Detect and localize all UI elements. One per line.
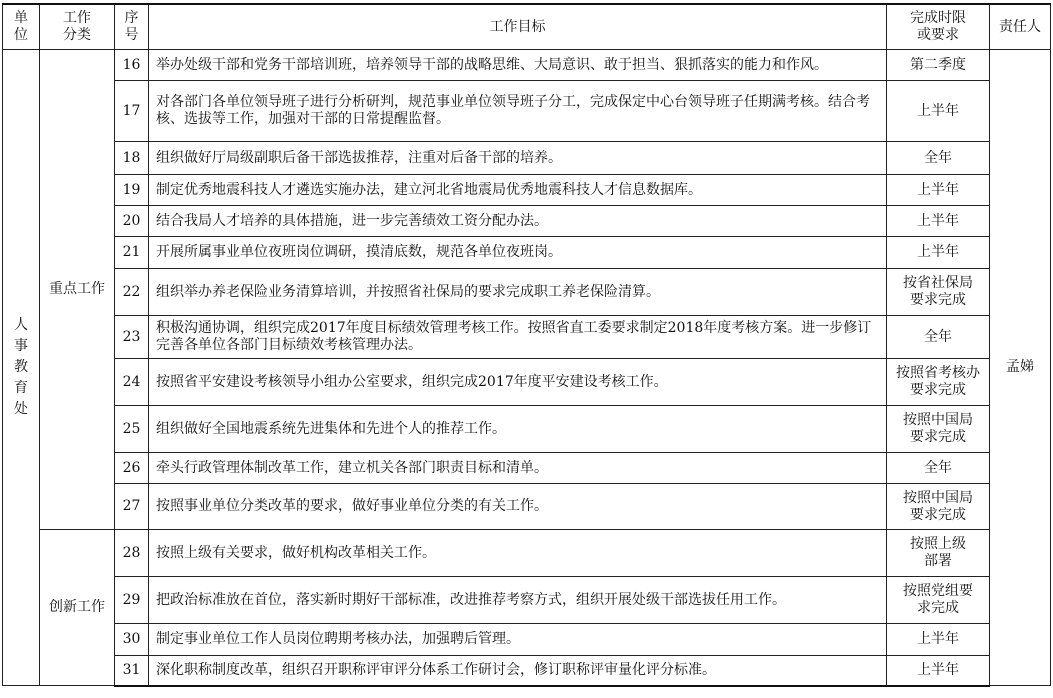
table-row [3,406,1051,453]
row-deadline: 第二季度 [887,50,990,81]
row-deadline: 上半年 [887,624,990,656]
row-goal: 制定事业单位工作人员岗位聘期考核办法，加强聘后管理。 [149,624,887,656]
row-number: 20 [115,206,149,237]
row-deadline: 上半年 [887,81,990,142]
row-number: 19 [115,175,149,206]
row-number: 23 [115,316,149,359]
row-goal: 制定优秀地震科技人才遴选实施办法，建立河北省地震局优秀地震科技人才信息数据库。 [149,175,887,206]
row-goal: 按照省平安建设考核领导小组办公室要求，组织完成2017年度平安建设考核工作。 [149,359,887,406]
row-deadline-text: 按照中国局要求完成 [903,412,973,445]
row-deadline: 上半年 [887,206,990,237]
category-cell-key: 重点工作 [40,50,115,530]
row-goal: 按照事业单位分类改革的要求，做好事业单位分类的有关工作。 [149,484,887,530]
header-deadline [887,4,990,50]
table-row [3,269,1051,316]
row-deadline [887,484,990,530]
row-goal: 深化职称制度改革，组织召开职称评审评分体系工作研讨会，修订职称评审量化评分标准。 [149,656,887,686]
row-number: 17 [115,81,149,142]
header-deadline-text: 完成时限或要求 [910,10,966,43]
row-number: 25 [115,406,149,453]
row-number: 27 [115,484,149,530]
row-goal: 按照上级有关要求，做好机构改革相关工作。 [149,530,887,577]
header-goal: 工作目标 [149,4,887,50]
table-row [3,530,1051,577]
responsible-cell: 孟娣 [990,50,1051,686]
table-row [3,81,1051,142]
row-number: 28 [115,530,149,577]
row-deadline [887,359,990,406]
row-goal: 组织做好厅局级副职后备干部选拔推荐，注重对后备干部的培养。 [149,142,887,175]
row-deadline: 全年 [887,142,990,175]
header-row [3,4,1051,50]
row-number: 26 [115,453,149,484]
header-category [40,4,115,50]
row-number: 16 [115,50,149,81]
row-goal: 组织做好全国地震系统先进集体和先进个人的推荐工作。 [149,406,887,453]
row-deadline: 上半年 [887,237,990,269]
row-deadline: 上半年 [887,656,990,686]
row-number: 21 [115,237,149,269]
row-number: 22 [115,269,149,316]
row-number: 29 [115,577,149,624]
row-deadline [887,530,990,577]
row-number: 18 [115,142,149,175]
row-deadline-text: 按照党组要求完成 [903,583,973,616]
header-category-text: 工作分类 [63,10,91,43]
row-goal: 举办处级干部和党务干部培训班，培养领导干部的战略思维、大局意识、敢于担当、狠抓落实的能力和作风。 [149,50,887,81]
row-deadline [887,406,990,453]
header-unit: 单位 [3,4,40,50]
table-row [3,142,1051,175]
work-goals-table [2,3,1051,687]
table-row [3,206,1051,237]
row-deadline: 全年 [887,453,990,484]
header-responsible: 责任人 [990,4,1051,50]
row-deadline-text: 按照中国局要求完成 [903,489,973,523]
table-row [3,359,1051,406]
category-cell-innovation: 创新工作 [40,530,115,686]
row-deadline-text: 按照省考核办要求完成 [896,365,980,398]
row-number: 31 [115,656,149,686]
row-goal: 结合我局人才培养的具体措施，进一步完善绩效工资分配办法。 [149,206,887,237]
row-goal: 组织举办养老保险业务清算培训，并按照省社保局的要求完成职工养老保险清算。 [149,269,887,316]
row-deadline [887,577,990,624]
row-deadline: 全年 [887,316,990,359]
table-row [3,624,1051,656]
header-number: 序号 [115,4,149,50]
row-goal: 对各部门各单位领导班子进行分析研判，规范事业单位领导班子分工，完成保定中心台领导班子任期满考核。结合考核、选拔等工作，加强对干部的日常提醒监督。 [149,81,887,142]
row-deadline-text: 按省社保局要求完成 [903,275,973,308]
table-row [3,316,1051,359]
row-goal: 把政治标准放在首位，落实新时期好干部标准，改进推荐考察方式，组织开展处级干部选拔任用工作。 [149,577,887,624]
table-row [3,577,1051,624]
table-row [3,484,1051,530]
row-number: 30 [115,624,149,656]
table-row [3,175,1051,206]
table-row [3,50,1051,81]
row-goal: 牵头行政管理体制改革工作，建立机关各部门职责目标和清单。 [149,453,887,484]
row-deadline: 上半年 [887,175,990,206]
unit-name: 人事教育处 [14,317,28,417]
table-row [3,237,1051,269]
row-deadline-text: 按照上级部署 [910,536,966,569]
row-number: 24 [115,359,149,406]
table-row [3,656,1051,686]
row-goal: 积极沟通协调，组织完成2017年度目标绩效管理考核工作。按照省直工委要求制定2018年度考核方案。进一步修订完善各单位各部门目标绩效考核管理办法。 [149,316,887,359]
row-goal: 开展所属事业单位夜班岗位调研，摸清底数，规范各单位夜班岗。 [149,237,887,269]
unit-cell [3,50,40,686]
table-row [3,453,1051,484]
row-deadline [887,269,990,316]
